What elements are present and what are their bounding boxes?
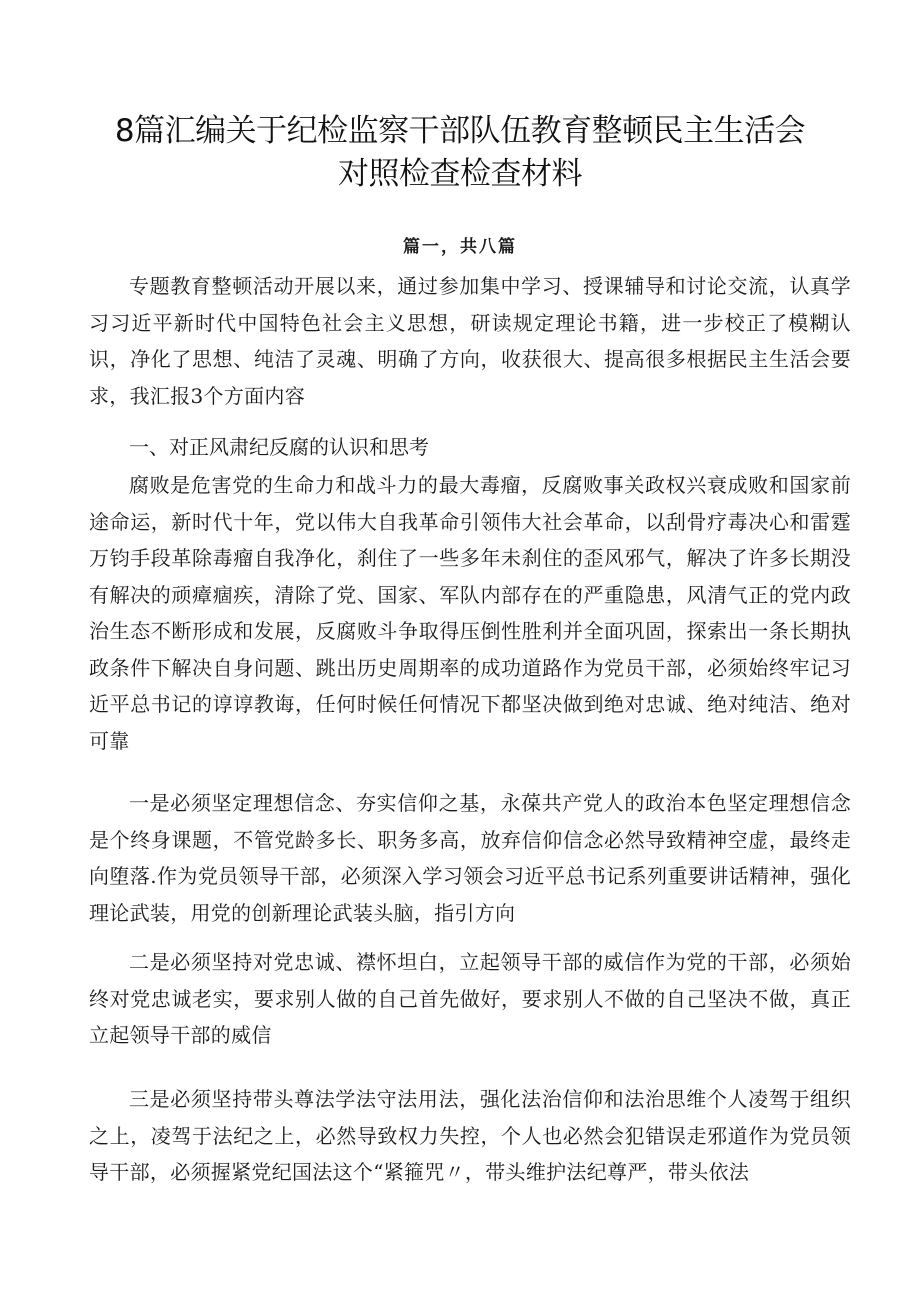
body-paragraph-point-2: 二是必须坚持对党忠诚、襟怀坦白，立起领导干部的威信作为党的干部，必须始终对党忠诚老实，要求别人做的自己首先做好，要求别人不做的自己坚决不做，真正立起领导干部的威信 <box>89 950 851 1047</box>
body-paragraph-point-1: 一是必须坚定理想信念、夯实信仰之基，永葆共产党人的政治本色坚定理想信念是个终身课题，不管党龄多长、职务多高，放弃信仰信念必然导致精神空虚，最终走向堕落.作为党员领导干部，必须深入学习领会习近平总书记系列重要讲话精神，强化理论武装，用党的创新理论武装头脑，指引方向 <box>89 791 851 925</box>
document-title-line-1: 8篇汇编关于纪检监察干部队伍教育整顿民主生活会 <box>114 113 806 149</box>
body-paragraph-anti-corruption: 腐败是危害党的生命力和战斗力的最大毒瘤，反腐败事关政权兴衰成败和国家前途命运，新时代十年，党以伟大自我革命引领伟大社会革命，以刮骨疗毒决心和雷霆万钧手段革除毒瘤自我净化，刹住了一些多年未刹住的歪风邪气，解决了许多长期没有解决的顽瘴痼疾，清除了党、国家、军队内部存在的严重隐患，风清气正的党内政治生态不断形成和发展，反腐败斗争取得压倒性胜利并全面巩固，探索出一条长期执政条件下解决自身问题、跳出历史周期率的成功道路作为党员干部，必须始终牢记习近平总书记的谆谆教诲，任何时候任何情况下都坚决做到绝对忠诚、绝对纯洁、绝对可靠 <box>89 473 851 753</box>
section-heading-1: 一、对正风肃纪反腐的认识和思考 <box>129 435 429 459</box>
section-subtitle: 篇一，共八篇 <box>403 237 517 257</box>
document-title-line-2: 对照检查检查材料 <box>338 156 582 192</box>
intro-paragraph: 专题教育整顿活动开展以来，通过参加集中学习、授课辅导和讨论交流，认真学习习近平新时代中国特色社会主义思想，研读规定理论书籍，进一步校正了模糊认识，净化了思想、纯洁了灵魂、明确了方向，收获很大、提高很多根据民主生活会要求，我汇报3个方面内容 <box>89 274 851 408</box>
body-paragraph-point-3: 三是必须坚持带头尊法学法守法用法，强化法治信仰和法治思维个人凌驾于组织之上，凌驾于法纪之上，必然导致权力失控，个人也必然会犯错误走邪道作为党员领导干部，必须握紧党纪国法这个“紧箍咒〃，带头维护法纪尊严，带头依法 <box>89 1087 851 1184</box>
